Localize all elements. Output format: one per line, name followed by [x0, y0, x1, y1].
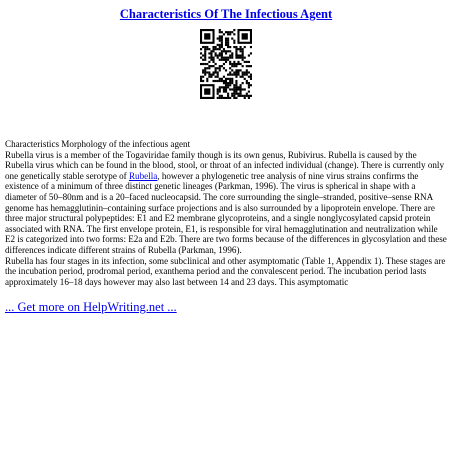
paragraph-1-text-start: Rubella virus is a member of the Togaviridae family though is its own genus, Rubivirus. Rubella is caused by the Rubella virus which can be found in the blood, stool, or throat of an infected individual (change). There is currently only one genetically stable serotype of	[5, 149, 444, 181]
rubella-link[interactable]: Rubella	[128, 170, 158, 181]
more-link-container	[5, 300, 177, 315]
qr-code-icon	[200, 29, 252, 99]
page-title	[0, 6, 452, 22]
article-heading: Characteristics Morphology of the infectious agent	[5, 139, 191, 149]
article-paragraph-1	[5, 150, 447, 256]
qr-code-graphic	[200, 29, 252, 99]
page-title-link[interactable]: Characteristics Of The Infectious Agent	[119, 7, 333, 21]
get-more-link[interactable]: ... Get more on HelpWriting.net ...	[5, 300, 177, 314]
article-paragraph-2: Rubella has four stages in its infection, some subclinical and other asymptomatic (Table 1, Appendix 1). These stages are the incubation period, prodromal period, exanthema period and the convalescent period. The incubation period lasts approximately 16–18 days however may also last between 14 and 23 days. This asymptomatic	[5, 255, 446, 287]
paragraph-1-text-end: , however a phylogenetic tree analysis of nine virus strains confirms the existence of a minimum of three distinct genetic lineages (Parkman, 1996). The virus is spherical in shape with a diameter of 50–80nm and is a 20–faced nucleocapsid. The core surrounding the single–stranded, positive–sense RNA genome has hemagglutinin–containing surface projections and is also surrounded by a lipoprotein envelope. There are three major structural polypeptides: E1 and E2 membrane glycoproteins, and a single nonglycosylated capsid protein associated with RNA. The first envelope protein, E1, is responsible for viral hemagglutination and neutralization while E2 is categorized into two forms: E2a and E2b. There are two forms because of the differences in glycosylation and these differences indicate different strains of Rubella (Parkman, 1996).	[5, 170, 447, 255]
article-body	[5, 139, 447, 287]
